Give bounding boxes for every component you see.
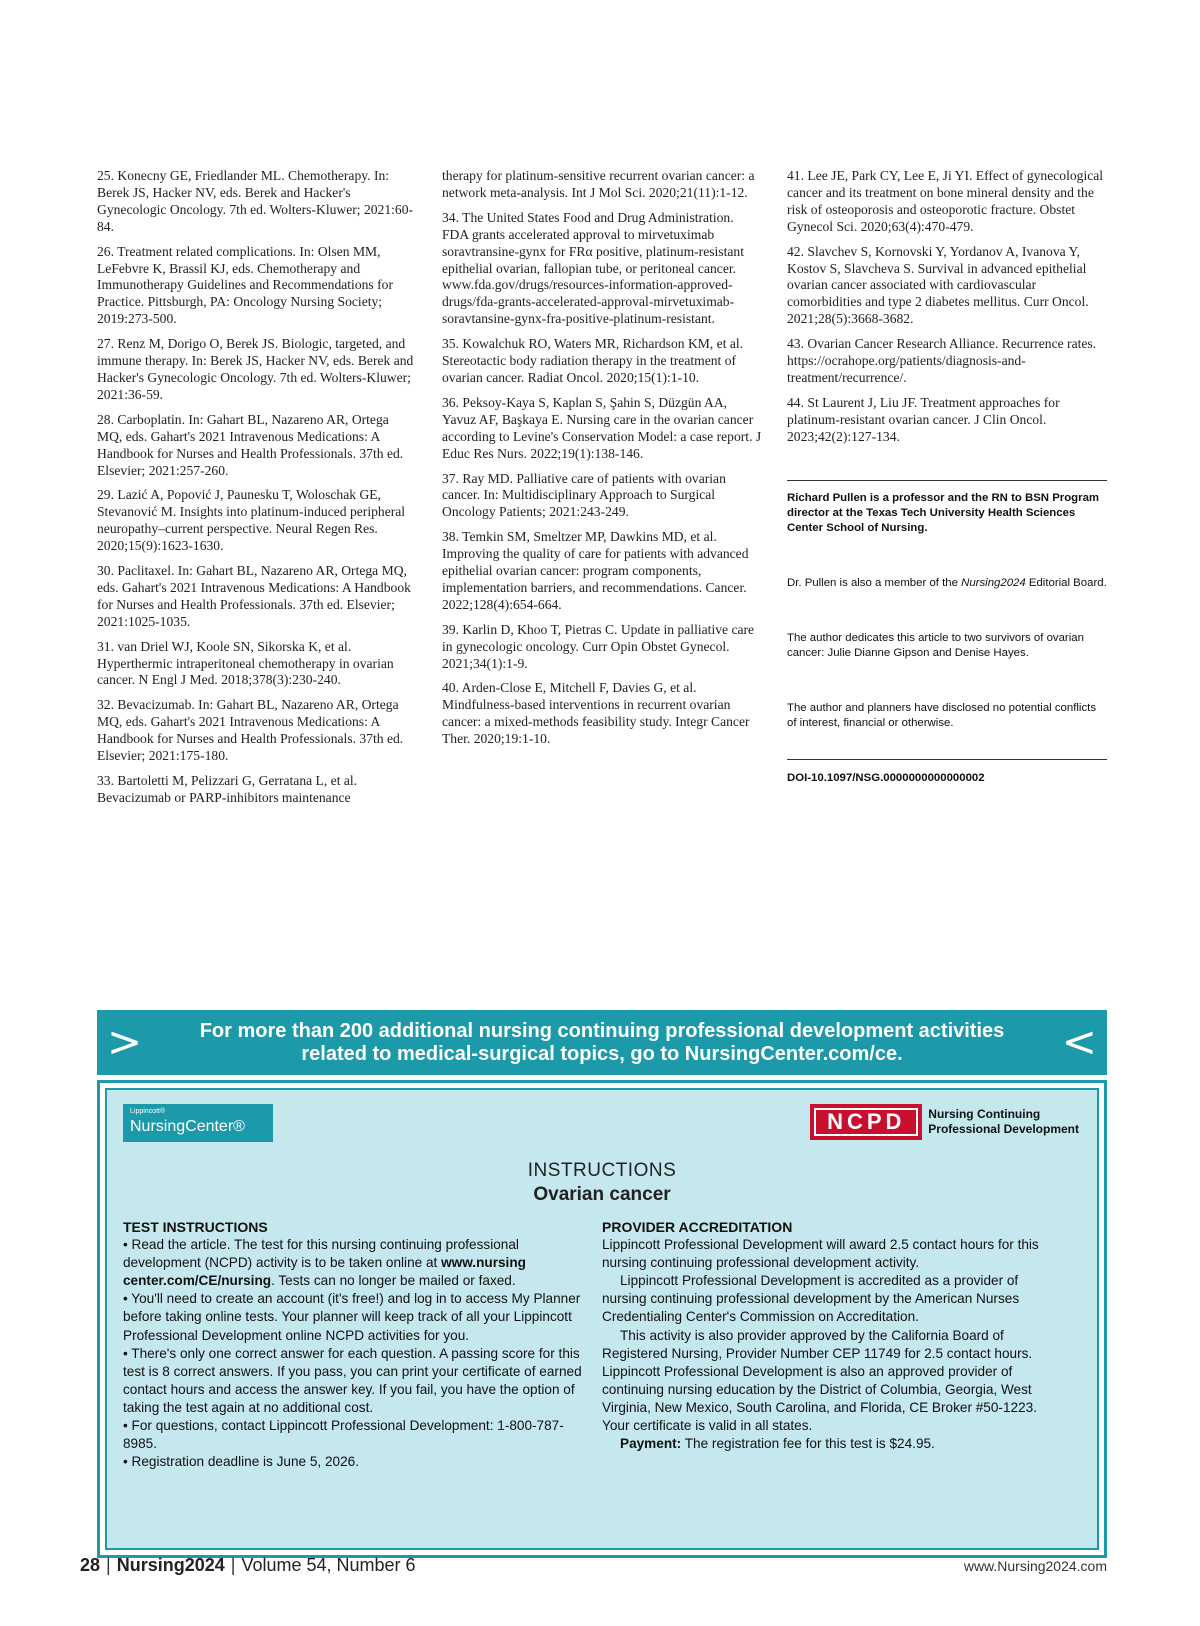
test-url-link[interactable]: www.nursing center.com/CE/nursing [123,1255,526,1289]
reference-36: 36. Peksoy-Kaya S, Kaplan S, Şahin S, Düzgün AA, Yavuz AF, Başkaya E. Nursing care in the ovarian cancer according to Levine's Conservation Model: a case report. J Educ Res Nurs. 2022;19(1):138-146. [442,394,762,461]
reference-42: 42. Slavchev S, Kornovski Y, Yordanov A, Ivanova Y, Kostov S, Slavcheva S. Survival in advanced epithelial ovarian cancer associated with cardiovascular comorbidities and type 2 diabetes mellitus. Curr Oncol. 2021;28(5):3668-3682. [787,243,1089,327]
author-bio: Richard Pullen is a professor and the RN to BSN Program director at the Texas Tech University Health Sciences Center School of Nursing. [787,491,1100,534]
references-column-1 [97,168,417,815]
ncpd-label [928,1107,1079,1137]
ncpd-mark-text: NCPD [814,1108,918,1136]
reference-26: 26. Treatment related complications. In: Olsen MM, LeFebvre K, Brassil KJ, eds. Chemotherapy and Immunotherapy Guidelines and Recommendations for Practice. Pittsburgh, PA: Oncology Nursing Society; 2019:273-500. [97,243,393,327]
payment-label: Payment: [620,1436,682,1452]
test-bullet-3: • There's only one correct answer for each question. A passing score for this test is 8 correct answers. If you pass, you can print your certificate of earned contact hours and access the answer key. If you fail, you have the option of taking the test again at no additional cost. [123,1345,582,1415]
logo-nursingcenter: NursingCenter® [130,1118,245,1135]
provider-paragraph-2: Lippincott Professional Development is accredited as a provider of nursing continuing professional development by the American Nurses Credentialing Center's Commission on Accreditation. [602,1273,1020,1325]
doi-divider [787,759,1107,760]
banner-line-1: For more than 200 additional nursing continuing professional development activities [199,1020,1005,1042]
references-section [97,168,1107,815]
references-column-2 [442,168,762,815]
page-number: 28 [80,1555,101,1575]
provider-paragraph-1: Lippincott Professional Development will award 2.5 contact hours for this nursing continuing professional development activity. [602,1237,1039,1271]
chevron-left-icon: < [1061,1017,1097,1066]
reference-31: 31. van Driel WJ, Koole SN, Sikorska K, et al. Hyperthermic intraperitoneal chemotherapy in ovarian cancer. N Engl J Med. 2018;378(3):230-240. [97,638,394,688]
reference-41: 41. Lee JE, Park CY, Lee E, Ji YI. Effect of gynecological cancer and its treatment on bone mineral density and the risk of osteoporosis and osteoporotic fracture. Obstet Gynecol Sci. 2020;63(4):470-479. [787,168,1104,234]
instructions-subtitle: Ovarian cancer [533,1184,671,1205]
reference-38: 38. Temkin SM, Smeltzer MP, Dawkins MD, et al. Improving the quality of care for patients with advanced epithelial ovarian cancer: program components, implementation barriers, and recommendations. Cancer. 2022;128(4):654-664. [442,529,749,612]
journal-url[interactable]: www.Nursing2024.com [963,1558,1107,1574]
bio-divider [787,480,1107,481]
page-footer [80,1555,1107,1579]
volume-info: Volume 54, Number 6 [241,1555,416,1575]
nursingcenter-promo-banner[interactable] [97,1010,1107,1075]
footer-separator-2: | [230,1555,236,1575]
test-bullet-4: • For questions, contact Lippincott Professional Development: 1-800-787-8985. [123,1418,564,1452]
test-bullet-1 [123,1236,583,1290]
reference-32: 32. Bevacizumab. In: Gahart BL, Nazareno AR, Ortega MQ, eds. Gahart's 2021 Intravenous Medications: A Handbook for Nurses and Health Professionals. 37th ed. Elsevier; 2021:175-180. [97,697,404,764]
test-bullet-5: • Registration deadline is June 5, 2026. [123,1454,360,1470]
reference-27: 27. Renz M, Dorigo O, Berek JS. Biologic, targeted, and immune therapy. In: Berek JS, Hacker NV, eds. Berek and Hacker's Gynecologic Oncology. 7th ed. Wolters-Kluwer; 2021:36-59. [97,336,414,402]
disclosure-note: The author and planners have disclosed no potential conflicts of interest, financial or otherwise. [787,701,1097,729]
test-instructions [123,1218,583,1471]
provider-paragraph-3: This activity is also provider approved by the California Board of Registered Nursing, Provider Number CEP 11749 for 2.5 contact hours. Lippincott Professional Development is also an approved provider of continuing nursing education by the District of Columbia, Georgia, West Virginia, New Mexico, South Carolina, and Florida, CE Broker #50-1223. Your certificate is valid in all states. [602,1327,1037,1434]
reference-39: 39. Karlin D, Khoo T, Pietras C. Update in palliative care in gynecologic oncology. Curr Opin Obstet Gynecol. 2021;34(1):1-9. [442,621,755,671]
reference-40: 40. Arden-Close E, Mitchell F, Davies G, et al. Mindfulness-based interventions in recurrent ovarian cancer: a mixed-methods feasibility study. Integr Cancer Ther. 2020;19:1-10. [442,680,750,747]
banner-text [167,1020,1037,1066]
reference-33-continued: therapy for platinum-sensitive recurrent ovarian cancer: a network meta-analysis. Int J Mol Sci. 2020;21(11):1-12. [442,168,755,200]
banner-line-2: related to medical-surgical topics, go to NursingCenter.com/ce. [301,1043,903,1065]
payment-note [602,1435,1052,1453]
test-bullet-1-pre: • Read the article. The test for this nursing continuing professional development (NCPD) activity is to be taken online at [123,1237,519,1271]
ce-instructions-box [97,1080,1107,1558]
nursingcenter-logo [123,1104,273,1142]
editorial-board-note [787,576,1107,591]
ncpd-label-2: Professional Development [928,1122,1079,1136]
footer-separator-1: | [106,1555,111,1575]
board-suffix: Editorial Board. [1025,576,1107,589]
board-journal: Nursing2024 [961,576,1026,589]
reference-25: 25. Konecny GE, Friedlander ML. Chemotherapy. In: Berek JS, Hacker NV, eds. Berek and Hacker's Gynecologic Oncology. 7th ed. Wolters-Kluwer; 2021:60-84. [97,168,414,234]
test-bullet-2: • You'll need to create an account (it's free!) and log in to access My Planner before taking online tests. Your planner will keep track of all your Lippincott Professional Development online NCPD activities for you. [123,1291,581,1343]
footer-left [80,1555,416,1576]
journal-name: Nursing2024 [116,1555,225,1575]
provider-accreditation-heading: PROVIDER ACCREDITATION [602,1219,793,1235]
board-prefix: Dr. Pullen is also a member of the [787,576,962,589]
instructions-title: INSTRUCTIONS [527,1160,677,1181]
chevron-right-icon: > [107,1017,143,1066]
test-instructions-heading: TEST INSTRUCTIONS [123,1219,268,1235]
reference-35: 35. Kowalchuk RO, Waters MR, Richardson KM, et al. Stereotactic body radiation therapy in the treatment of ovarian cancer. Radiat Oncol. 2020;15(1):1-10. [442,336,744,385]
provider-accreditation [602,1218,1052,1453]
reference-37: 37. Ray MD. Palliative care of patients with ovarian cancer. In: Multidisciplinary Approach to Surgical Oncology Patients; 2021:243-249. [442,470,726,520]
ncpd-mark [810,1104,922,1140]
ncpd-label-1: Nursing Continuing [928,1107,1041,1121]
dedication-note: The author dedicates this article to two survivors of ovarian cancer: Julie Dianne Gipson and Denise Hayes. [787,631,1084,659]
references-column-3 [787,168,1107,815]
ncpd-logo [810,1104,1079,1140]
reference-30: 30. Paclitaxel. In: Gahart BL, Nazareno AR, Ortega MQ, eds. Gahart's 2021 Intravenous Medications: A Handbook for Nurses and Health Professionals. 37th ed. Elsevier; 2021:1025-1035. [97,563,411,629]
reference-29: 29. Lazić A, Popović J, Paunesku T, Woloschak GE, Stevanović M. Insights into platinum-induced peripheral neuropathy–current perspective. Neural Regen Res. 2020;15(9):1623-1630. [97,487,406,554]
reference-43: 43. Ovarian Cancer Research Alliance. Recurrence rates. https://ocrahope.org/patients/diagnosis-and-treatment/recurrence/. [787,336,1097,385]
logo-lippincott: Lippincott® [130,1108,166,1115]
ce-instructions-panel [105,1088,1099,1550]
payment-text: The registration fee for this test is $24.95. [681,1436,935,1452]
reference-34: 34. The United States Food and Drug Administration. FDA grants accelerated approval to mirvetuximab soravtransine-gynx for FRα positive, platinum-resistant epithelial ovarian, fallopian tube, or peritoneal cancer. www.fda.gov/drugs/resources-information-approved-drugs/fda-grants-accelerated-approval-mirvetuximab-soravtansine-gynx-fra-positive-platinum-resistant. [442,209,744,327]
reference-28: 28. Carboplatin. In: Gahart BL, Nazareno AR, Ortega MQ, eds. Gahart's 2021 Intravenous Medications: A Handbook for Nurses and Health Professionals. 37th ed. Elsevier; 2021:257-260. [97,411,404,478]
doi: DOI-10.1097/NSG.0000000000000002 [787,771,985,784]
reference-44: 44. St Laurent J, Liu JF. Treatment approaches for platinum-resistant ovarian cancer. J Clin Oncol. 2023;42(2):127-134. [787,394,1060,444]
reference-33: 33. Bartoletti M, Pelizzari G, Gerratana L, et al. Bevacizumab or PARP-inhibitors maintenance [97,773,358,805]
test-bullet-1-post: . Tests can no longer be mailed or faxed. [271,1273,516,1289]
